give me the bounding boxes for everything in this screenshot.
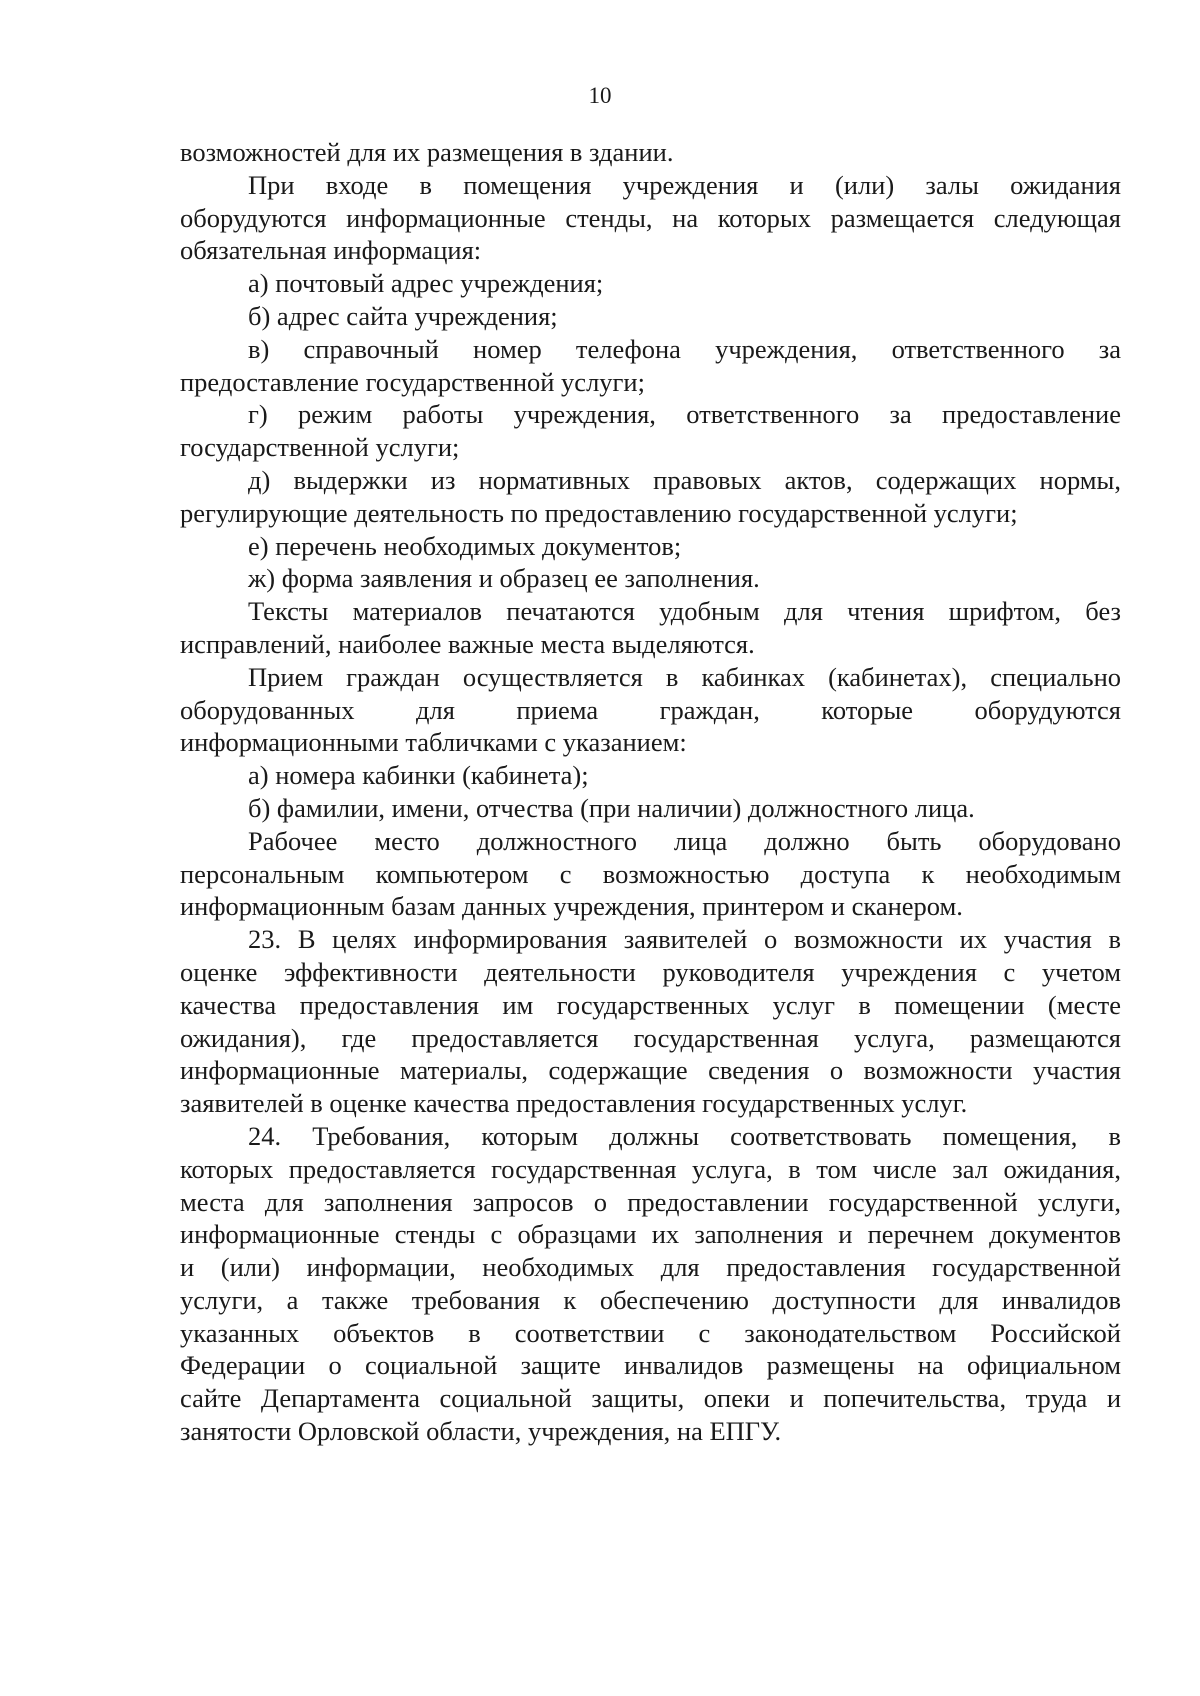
list-item-postal-address: а) почтовый адрес учреждения; — [248, 268, 604, 299]
paragraph-continuation: возможностей для их размещения в здании. — [180, 137, 674, 167]
list-item-website-address: б) адрес сайта учреждения; — [248, 300, 558, 331]
list-item-phone-number: в) справочный номер телефона учреждения, ответственного за предоставление государственной услуги; — [180, 333, 1121, 397]
page-number: 10 — [588, 83, 612, 108]
list-item-documents-list: е) перечень необходимых документов; — [248, 530, 682, 561]
list-item-working-hours: г) режим работы учреждения, ответственного за предоставление государственной услуги; — [180, 399, 1121, 463]
list-item-official-name: б) фамилии, имени, отчества (при наличии) должностного лица. — [248, 792, 975, 823]
paragraph-workplace: Рабочее место должностного лица должно быть оборудовано персональным компьютером с возможностью доступа к необходимым информационным базам данных учреждения, принтером и сканером. — [180, 825, 1121, 922]
paragraph-info-stands: При входе в помещения учреждения и (или) залы ожидания оборудуются информационные стенды, на которых размещается следующая обязательная информация: — [180, 169, 1121, 266]
paragraph-reception-booths: Прием граждан осуществляется в кабинках (кабинетах), специально оборудованных для приема граждан, которые оборудуются информационными табличками с указанием: — [180, 661, 1121, 758]
paragraph-23: 23. В целях информирования заявителей о возможности их участия в оценке эффективности деятельности руководителя учреждения с учетом качества предоставления им государственных услуг в помещении (месте ожидания), где предоставляется государственная услуга, размещаются информационные материалы, содержащие сведения о возможности участия заявителей в оценке качества предоставления государственных услуг. — [180, 924, 1121, 1119]
list-item-booth-number: а) номера кабинки (кабинета); — [248, 760, 589, 791]
document-body — [180, 136, 1121, 1448]
paragraph-materials-font: Тексты материалов печатаются удобным для чтения шрифтом, без исправлений, наиболее важные места выделяются. — [180, 596, 1121, 659]
list-item-application-form: ж) форма заявления и образец ее заполнения. — [248, 563, 760, 594]
list-item-legal-excerpts: д) выдержки из нормативных правовых актов, содержащих нормы, регулирующие деятельность по предоставлению государственной услуги; — [180, 464, 1121, 528]
paragraph-24: 24. Требования, которым должны соответствовать помещения, в которых предоставляется государственная услуга, в том числе зал ожидания, места для заполнения запросов о предоставлении государственной услуги, информационные стенды с образцами их заполнения и перечнем документов и (или) информации, необходимых для предоставления государственной услуги, а также требования к обеспечению доступности для инвалидов указанных объектов в соответствии с законодательством Российской Федерации о социальной защите инвалидов размещены на официальном сайте Департамента социальной защиты, опеки и попечительства, труда и занятости Орловской области, учреждения, на ЕПГУ. — [180, 1120, 1121, 1447]
